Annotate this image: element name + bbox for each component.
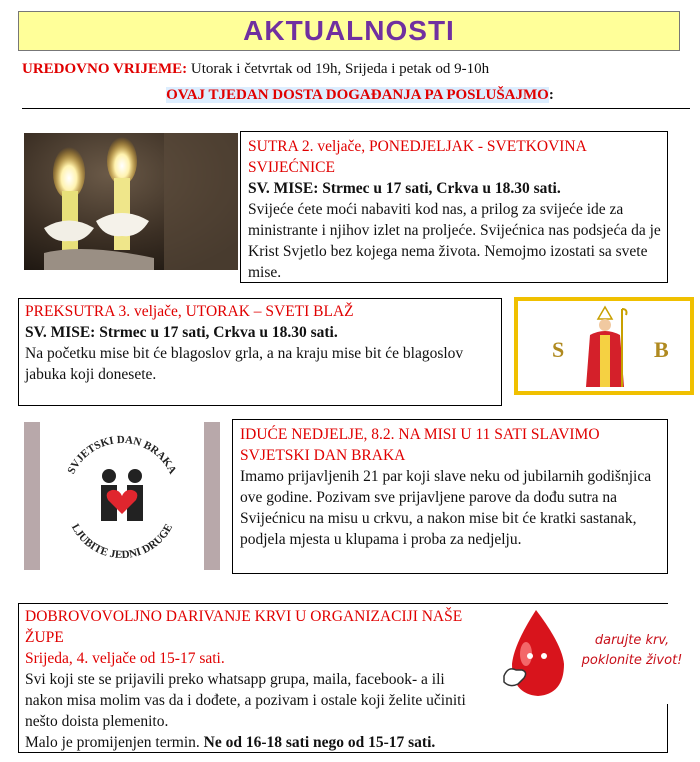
svg-text:LJUBITE JEDNI DRUGE: LJUBITE JEDNI DRUGE	[68, 521, 176, 562]
office-hours	[22, 61, 489, 78]
section-darivanje-krvi-date: Srijeda, 4. veljače od 15-17 sati.	[25, 650, 225, 667]
week-notice-text: OVAJ TJEDAN DOSTA DOGAĐANJA PA POSLUŠAJMO	[166, 87, 549, 103]
schedule-change-text: Malo je promijenjen termin.	[25, 734, 204, 751]
divider	[22, 108, 690, 109]
office-hours-text: Utorak i četvrtak od 19h, Srijeda i petak od 9-10h	[187, 61, 490, 77]
section-dan-braka-body: Imamo prijavljenih 21 par koji slave neku od jubilarnih godišnjica ove godine. Pozivam sve prijavljene parove da dođu sutra na Svijećnicu na misu u crkvu, a nakon mise bit će kratki sastanak, podjela mjesta u klupama i proba za nedjelju.	[240, 468, 652, 548]
svg-text:SVJETSKI DAN BRAKA: SVJETSKI DAN BRAKA	[65, 433, 179, 477]
world-marriage-day-logo	[24, 422, 220, 570]
bishop-icon	[582, 305, 628, 389]
section-darivanje-krvi-body: Svi koji ste se prijavili preko whatsapp grupa, maila, facebook- a ili nakon misa molim vas da i dođete, a pozivam i ostale koji želite učiniti nešto doista plemenito.	[25, 671, 466, 730]
schedule-change-bold: Ne od 16-18 sati nego od 15-17 sati.	[203, 734, 436, 751]
section-sveti-blaz	[18, 298, 502, 406]
section-dan-braka	[232, 419, 668, 574]
section-darivanje-krvi-heading: DOBROVOVOLJNO DARIVANJE KRVI U ORGANIZACIJI NAŠE ŽUPE	[25, 608, 463, 646]
page-title-banner	[18, 11, 680, 51]
office-hours-label: UREDOVNO VRIJEME:	[22, 61, 188, 77]
svg-text:poklonite život!: poklonite život!	[581, 653, 683, 668]
week-notice: OVAJ TJEDAN DOSTA DOGAĐANJA PA POSLUŠAJMO:	[166, 87, 554, 103]
svg-text:darujte krv,: darujte krv,	[594, 633, 670, 648]
page-title: AKTUALNOSTI	[243, 15, 455, 46]
section-dan-braka-heading: IDUĆE NEDJELJE, 8.2. NA MISI U 11 SATI SLAVIMO SVJETSKI DAN BRAKA	[240, 426, 600, 464]
candles-photo	[24, 133, 238, 270]
mise-times: : Strmec u 17 sati, Crkva u 18.30 sati.	[313, 180, 561, 197]
section-svijecnica-body: Svijeće ćete moći nabaviti kod nas, a prilog za svijeće ide za ministrante i njihov izlet na proljeće. Svijećnica nas podsjeća da je Krist Svjetlo bez kojega nema života. Nemojmo izostati sa svete mise.	[248, 201, 661, 281]
section-sveti-blaz-heading: PREKSUTRA 3. veljače, UTORAK – SVETI BLAŽ	[25, 303, 354, 320]
section-svijecnica-heading: SUTRA 2. veljače, PONEDJELJAK - SVETKOVINA SVIJEĆNICE	[248, 138, 586, 176]
section-sveti-blaz-mise: SV. MISE: Strmec u 17 sati, Crkva u 18.30 sati.	[25, 324, 338, 341]
saint-blaise-logo: S B	[514, 297, 694, 395]
blood-donation-image	[494, 604, 692, 704]
mise-label: SV. MISE	[248, 180, 314, 197]
section-sveti-blaz-body: Na početku mise bit će blagoslov grla, a na kraju mise bit će blagoslov jabuka koji donesete.	[25, 345, 464, 383]
section-svijecnica	[240, 131, 668, 283]
